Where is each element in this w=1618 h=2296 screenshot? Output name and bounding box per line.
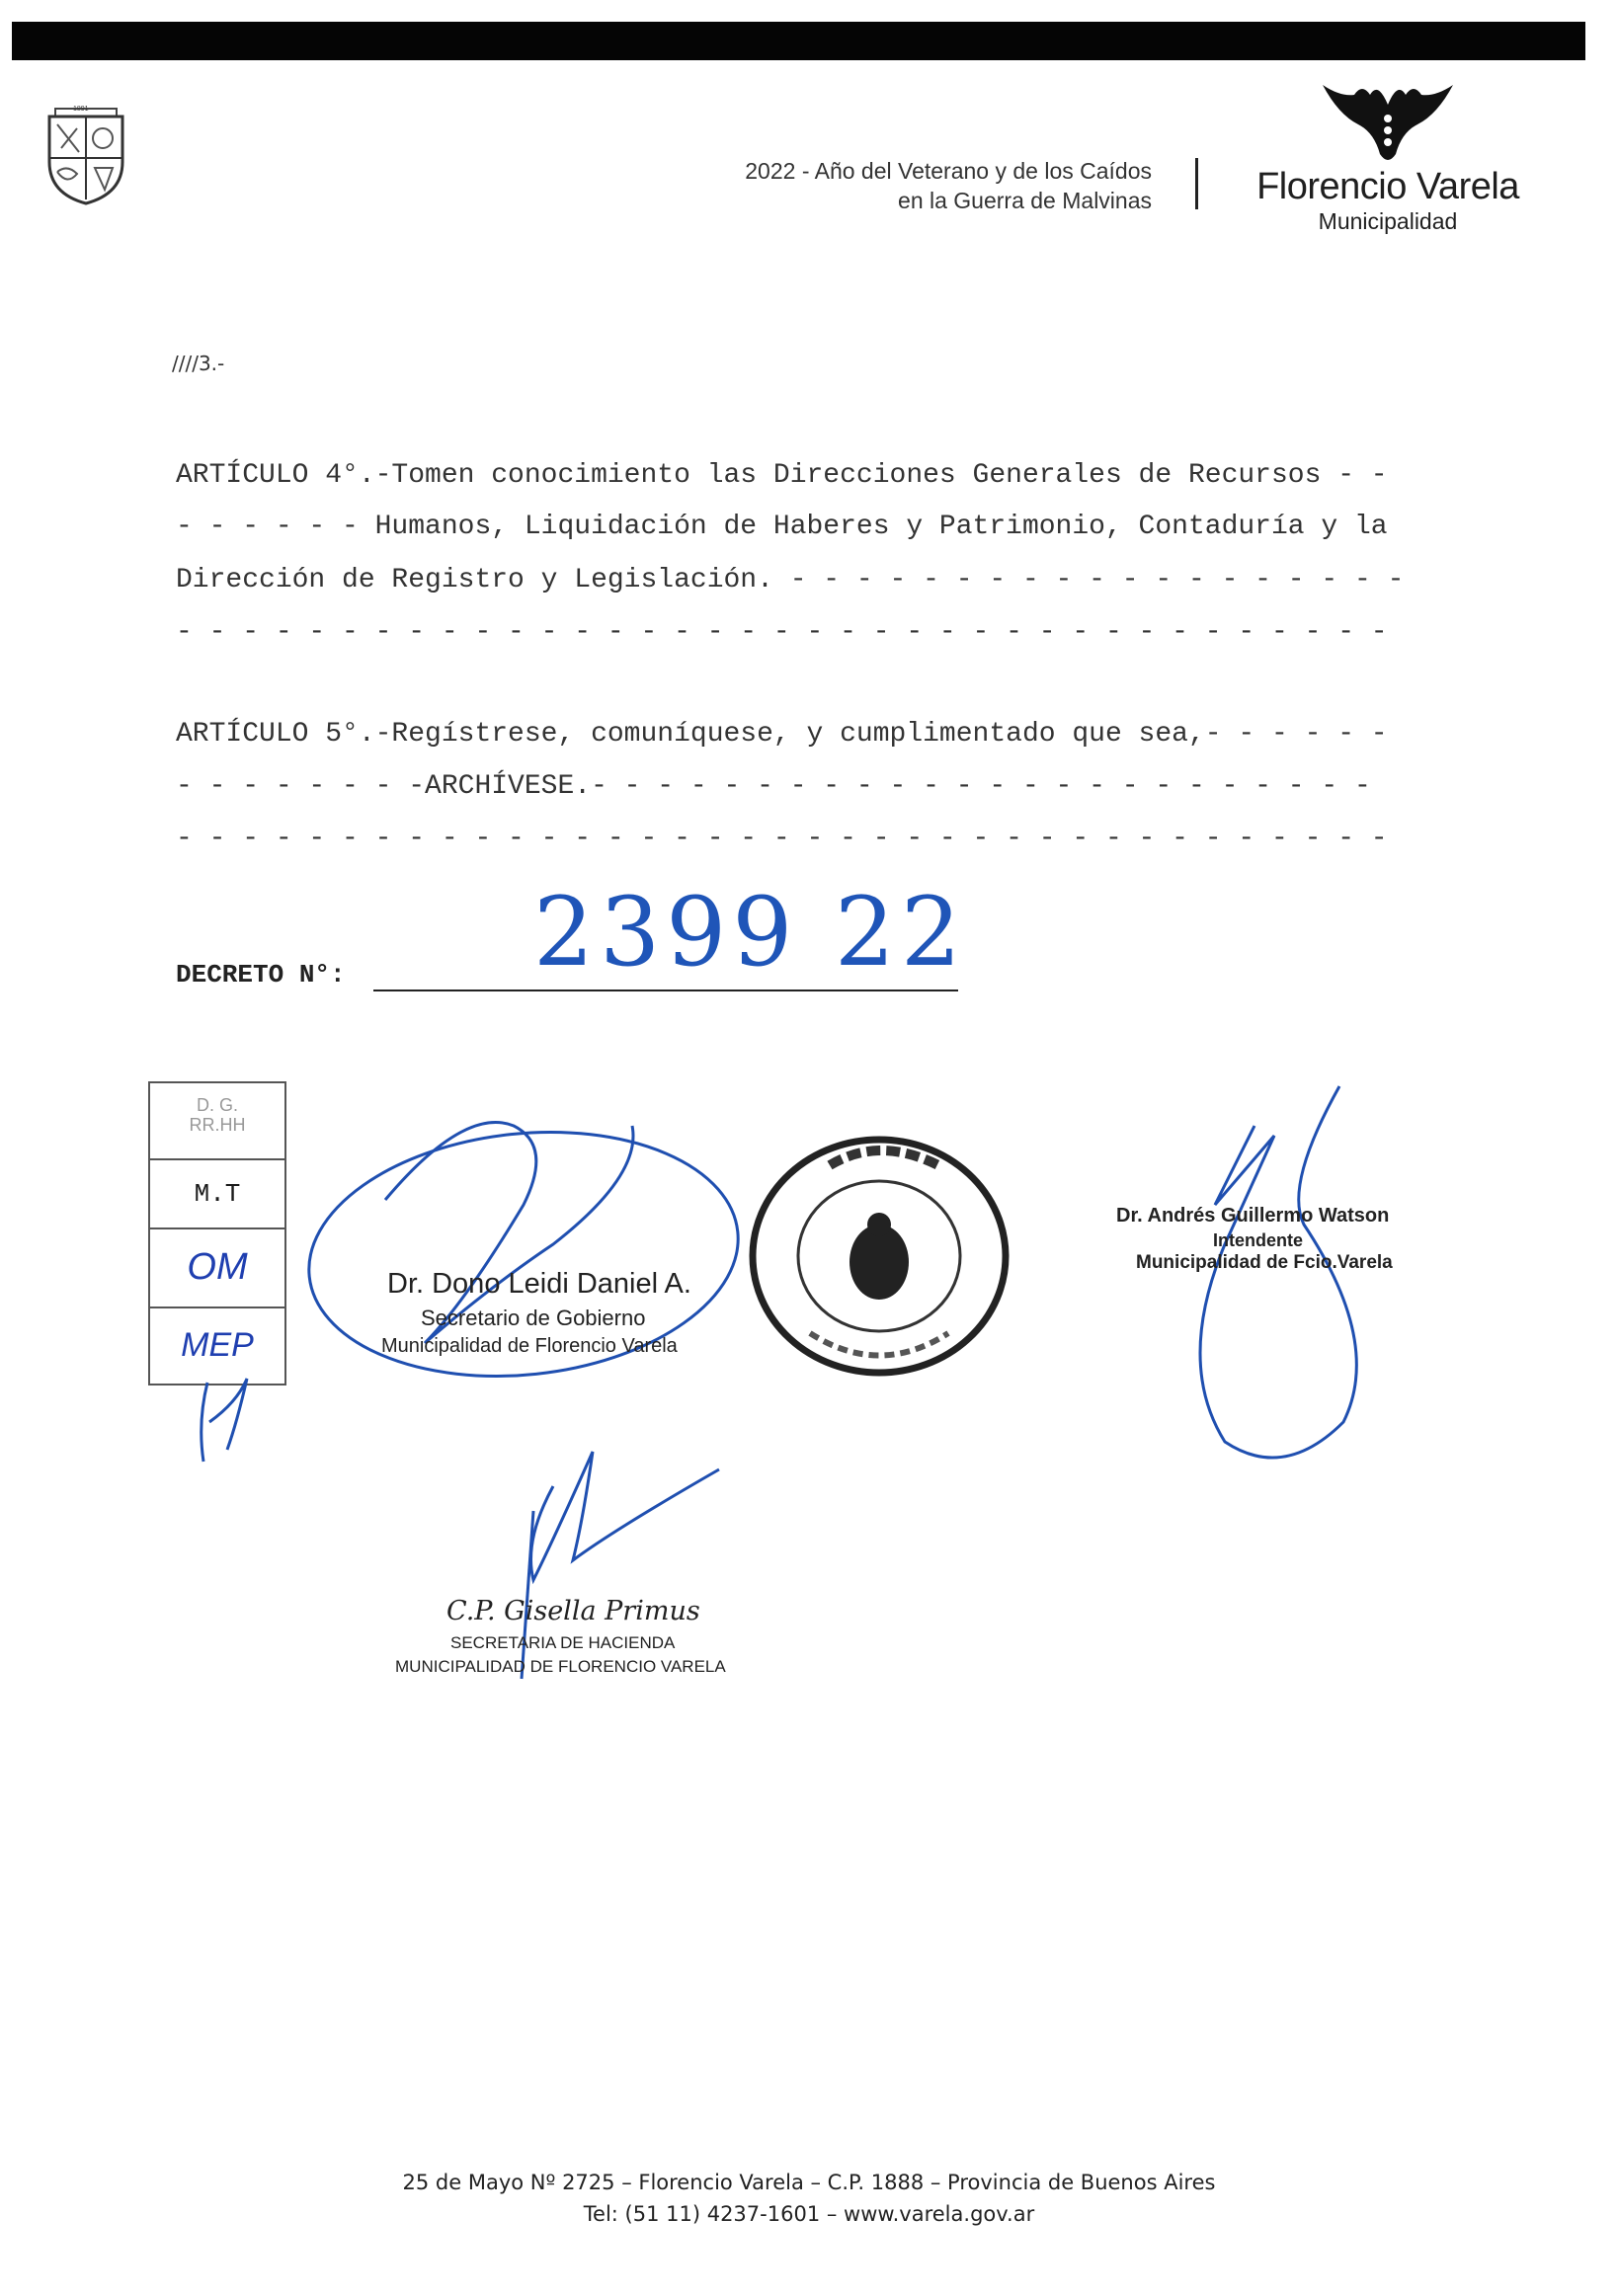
signer-gobierno-name: Dr. Dono Leidi Daniel A. (387, 1268, 691, 1300)
article-4-line-4: - - - - - - - - - - - - - - - - - - - - - - - - - - - - - - - - - - - - - (176, 617, 1388, 648)
motto-line-2: en la Guerra de Malvinas (898, 188, 1152, 213)
control-row-dg-line-2: RR.HH (189, 1115, 246, 1135)
footer-contact: Tel: (51 11) 4237-1601 – www.varela.gov.ar (583, 2202, 1035, 2226)
official-municipal-seal (741, 1126, 1017, 1392)
decreto-number-stamp: 2399 22 (533, 877, 967, 988)
control-row-mt: M.T (150, 1160, 284, 1229)
control-row-dg-line-1: D. G. (196, 1095, 238, 1115)
crest-year: 1891 (73, 106, 89, 113)
page-reference: ////3.- (172, 352, 225, 375)
article-5-line-1: ARTÍCULO 5°.-Regístrese, comuníquese, y cumplimentado que sea,- - - - - - (176, 719, 1388, 750)
control-row-initials-2: MEP (181, 1326, 254, 1364)
article-5-line-2: - - - - - - - -ARCHÍVESE.- - - - - - - - - - - - - - - - - - - - - - - - (176, 771, 1371, 802)
footer-address: 25 de Mayo Nº 2725 – Florencio Varela – C.P. 1888 – Provincia de Buenos Aires (402, 2171, 1216, 2194)
decreto-underline (373, 990, 958, 991)
initials-control-box (148, 1081, 286, 1386)
brand-name: Florencio Varela (1256, 166, 1519, 207)
signer-intendente-name: Dr. Andrés Guillermo Watson (1116, 1205, 1390, 1227)
control-row-dg (150, 1083, 284, 1160)
signer-hacienda-title: SECRETARIA DE HACIENDA (450, 1633, 676, 1652)
signer-hacienda-name: C.P. Gisella Primus (446, 1596, 700, 1626)
header-divider (1195, 158, 1198, 209)
scan-top-bar (12, 22, 1585, 60)
signer-gobierno-org: Municipalidad de Florencio Varela (381, 1335, 678, 1357)
signer-gobierno-title: Secretario de Gobierno (421, 1306, 646, 1330)
article-4-line-3: Dirección de Registro y Legislación. - - - - - - - - - - - - - - - - - - - (176, 565, 1405, 595)
header-motto (553, 156, 1152, 215)
brand-subtitle: Municipalidad (1318, 208, 1458, 234)
municipal-crest-logo (43, 103, 128, 207)
article-4-line-1: ARTÍCULO 4°.-Tomen conocimiento las Direcciones Generales de Recursos - - (176, 460, 1388, 491)
motto-line-1: 2022 - Año del Veterano y de los Caídos (745, 158, 1152, 184)
article-4-line-2: - - - - - - Humanos, Liquidación de Haberes y Patrimonio, Contaduría y la (176, 512, 1388, 542)
article-5-line-3: - - - - - - - - - - - - - - - - - - - - - - - - - - - - - - - - - - - - - (176, 824, 1388, 854)
signer-hacienda-org: MUNICIPALIDAD DE FLORENCIO VARELA (395, 1657, 726, 1676)
florencio-varela-logo-icon (1319, 75, 1457, 166)
decreto-label: DECRETO N°: (176, 960, 346, 990)
signer-intendente-title: Intendente (1213, 1230, 1304, 1250)
signer-intendente-org: Municipalidad de Fcio.Varela (1136, 1252, 1393, 1273)
control-row-initials-1: OM (150, 1227, 284, 1308)
